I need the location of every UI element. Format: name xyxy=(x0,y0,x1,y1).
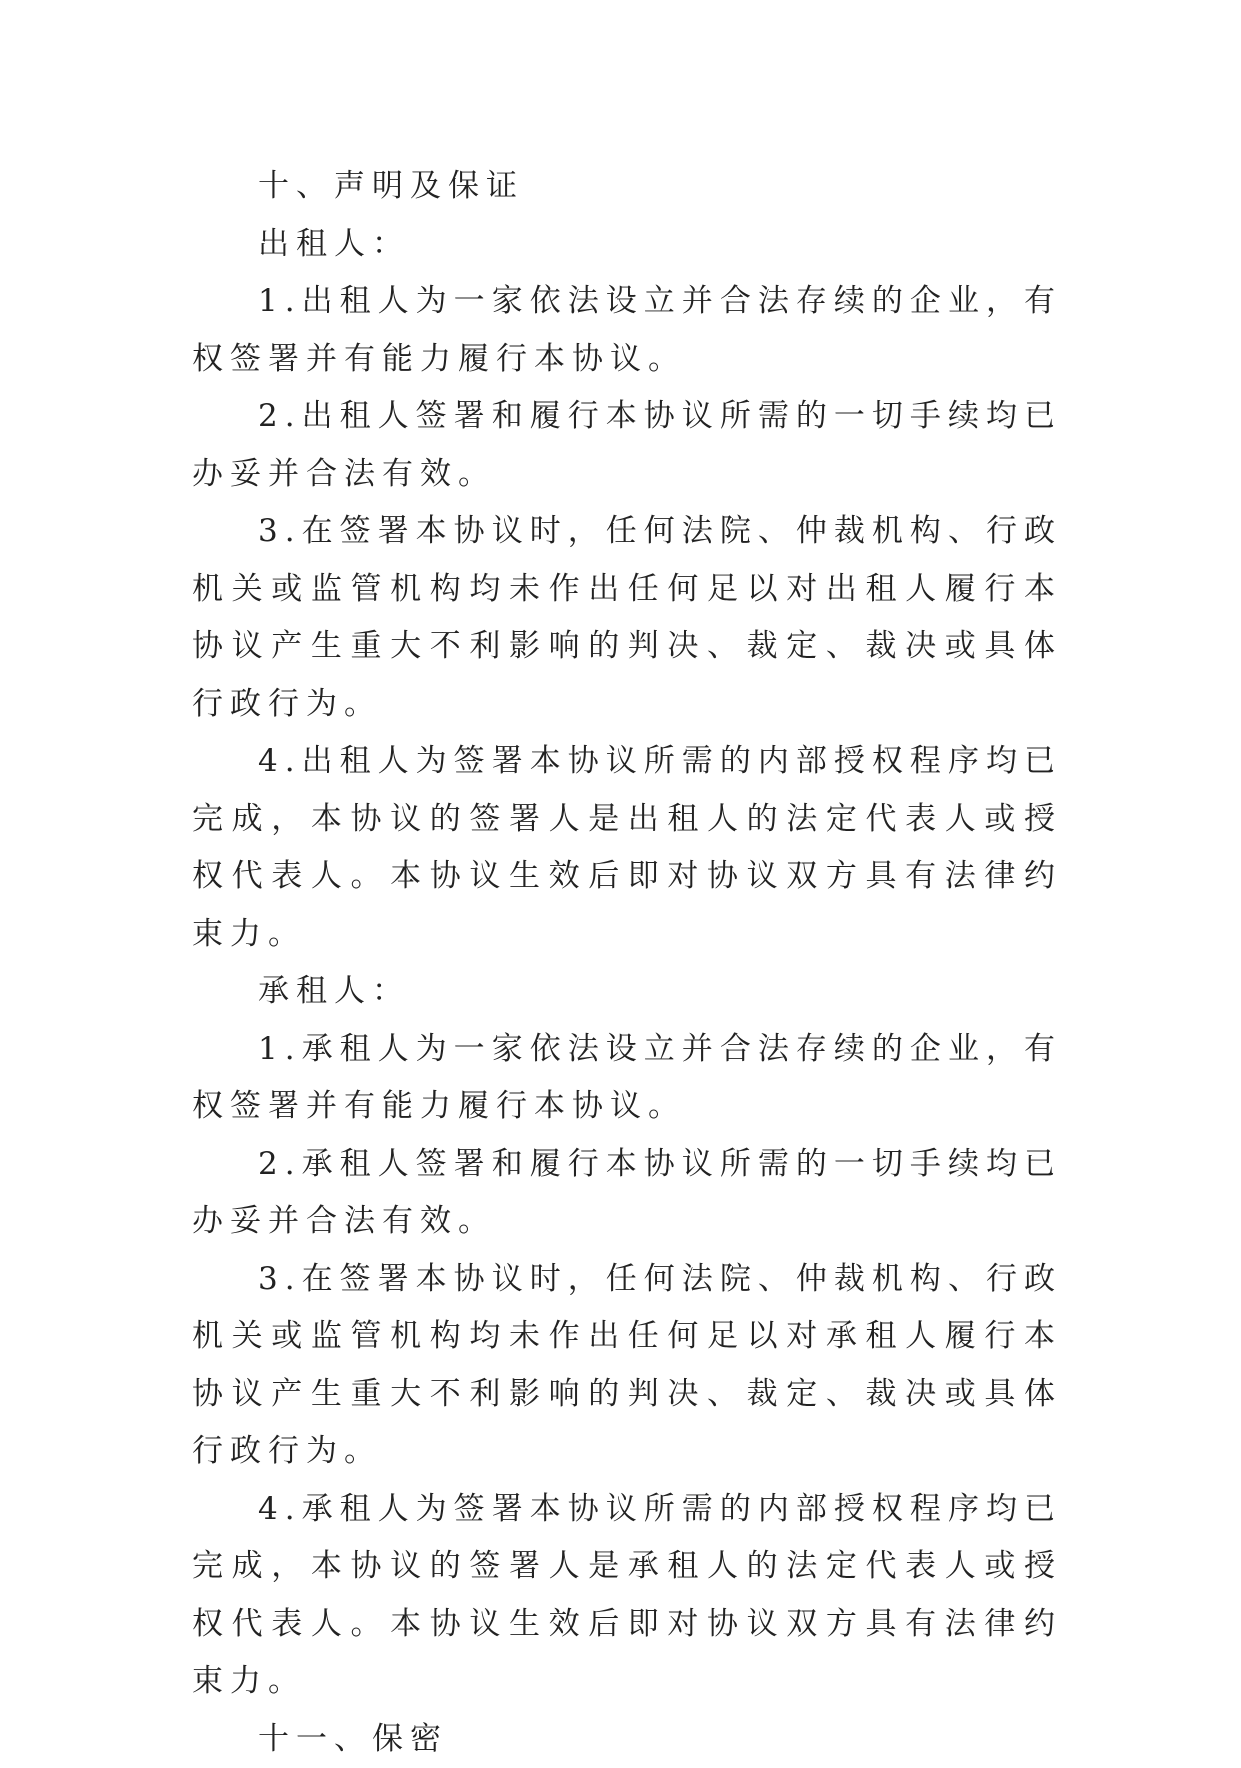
subheading-lessee: 承租人： xyxy=(192,963,1062,1021)
lessee-clause-1: 1.承租人为一家依法设立并合法存续的企业，有权签署并有能力履行本协议。 xyxy=(192,1021,1062,1136)
lessor-clause-1: 1.出租人为一家依法设立并合法存续的企业，有权签署并有能力履行本协议。 xyxy=(192,273,1062,388)
lessor-clause-3: 3.在签署本协议时，任何法院、仲裁机构、行政机关或监管机构均未作出任何足以对出租人履行本协议产生重大不利影响的判决、裁定、裁决或具体行政行为。 xyxy=(192,503,1062,733)
lessee-clause-2: 2.承租人签署和履行本协议所需的一切手续均已办妥并合法有效。 xyxy=(192,1136,1062,1251)
lessor-clause-4: 4.出租人为签署本协议所需的内部授权程序均已完成，本协议的签署人是出租人的法定代表人或授权代表人。本协议生效后即对协议双方具有法律约束力。 xyxy=(192,733,1062,963)
document-body xyxy=(192,158,1062,1768)
lessee-clause-4: 4.承租人为签署本协议所需的内部授权程序均已完成，本协议的签署人是承租人的法定代表人或授权代表人。本协议生效后即对协议双方具有法律约束力。 xyxy=(192,1481,1062,1711)
subheading-lessor: 出租人： xyxy=(192,216,1062,274)
section-heading-confidentiality: 十一、保密 xyxy=(192,1711,1062,1768)
lessee-clause-3: 3.在签署本协议时，任何法院、仲裁机构、行政机关或监管机构均未作出任何足以对承租人履行本协议产生重大不利影响的判决、裁定、裁决或具体行政行为。 xyxy=(192,1251,1062,1481)
lessor-clause-2: 2.出租人签署和履行本协议所需的一切手续均已办妥并合法有效。 xyxy=(192,388,1062,503)
section-heading-declarations: 十、声明及保证 xyxy=(192,158,1062,216)
